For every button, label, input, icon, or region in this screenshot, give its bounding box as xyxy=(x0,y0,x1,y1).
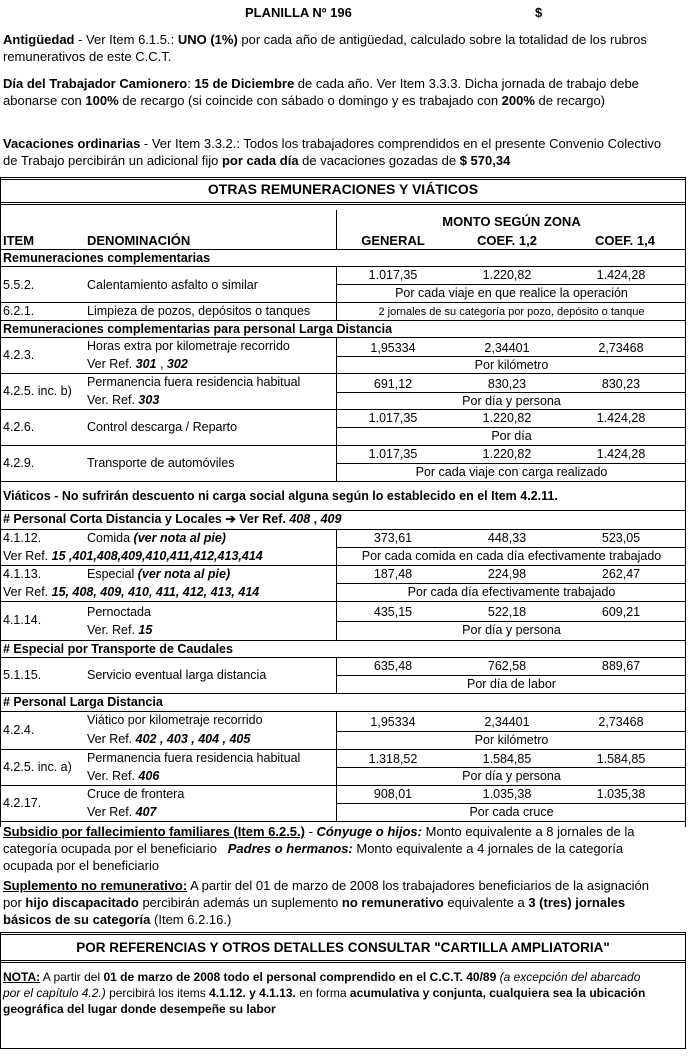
row-4114-denom: Pernoctada xyxy=(87,605,151,619)
ref-409: 409 xyxy=(320,512,342,526)
row-552-coef12: 1.220,82 xyxy=(482,268,532,282)
row-4112-ref xyxy=(3,547,263,565)
section-corta-distancia xyxy=(3,510,341,528)
row-424-coef14: 2,73468 xyxy=(598,715,644,729)
sec3-ref: Ver Ref. xyxy=(235,512,290,526)
row-425b-coef12: 830,23 xyxy=(487,377,527,391)
antiguedad-paragraph xyxy=(3,31,698,65)
monto-header: MONTO SEGÚN ZONA xyxy=(442,214,581,229)
ref-407: 407 xyxy=(135,805,157,819)
row-423-note: Por kilómetro xyxy=(474,358,549,372)
row-4114-note: Por día y persona xyxy=(462,623,561,637)
row-621-note: 2 jornales de su categoría por pozo, depósito o tanque xyxy=(378,306,645,318)
subsidio-l2b: Monto equivalente a 4 jornales de la categoría xyxy=(352,841,624,856)
referencias-banner: POR REFERENCIAS Y OTROS DETALLES CONSULTAR "CARTILLA AMPLIATORIA" xyxy=(76,940,610,955)
ref-prefix: Ver Ref. xyxy=(3,585,52,599)
row-423-denom: Horas extra por kilometraje recorrido xyxy=(87,339,290,353)
ref-prefix: Ver Ref. xyxy=(87,732,136,746)
row-552-general: 1.017,35 xyxy=(368,268,418,282)
row-4114-item: 4.1.14. xyxy=(3,613,42,627)
ref-prefix: Ver Ref. xyxy=(87,805,136,819)
row-4113-denom xyxy=(87,565,230,583)
subsidio-label: Subsidio por fallecimiento familiares (Item 6.2.5.) xyxy=(3,824,305,839)
subsidio-padres: Padres o hermanos: xyxy=(227,841,353,856)
col-item-header: ITEM xyxy=(3,233,35,248)
row-4112-denom xyxy=(87,529,226,547)
row-426-denom: Control descarga / Reparto xyxy=(87,420,238,434)
nota-l2a: por el capítulo 4.2.) xyxy=(3,986,106,1000)
suplemento-l2e: equivalente a xyxy=(443,895,529,910)
dia-label: Día del Trabajador Camionero xyxy=(3,76,188,91)
row-4112-coef14: 523,05 xyxy=(601,531,641,545)
row-552-denom: Calentamiento asfalto o similar xyxy=(87,278,258,292)
antiguedad-label: Antigüedad xyxy=(3,32,75,47)
ref-303: 303 xyxy=(138,393,160,407)
section-rem-complementarias: Remuneraciones complementarias xyxy=(3,251,211,265)
row-429-item: 4.2.9. xyxy=(3,456,35,470)
row-4114-coef12: 522,18 xyxy=(487,605,527,619)
suplemento-l3b: (Item 6.2.16.) xyxy=(150,912,232,927)
row-426-note: Por día xyxy=(491,429,532,443)
row-4113-item: 4.1.13. xyxy=(3,567,42,581)
antiguedad-text: - Ver Item 6.1.5.: xyxy=(74,32,178,47)
row-4113-coef12: 224,98 xyxy=(487,567,527,581)
denom-text: Comida xyxy=(87,531,134,545)
vac-l2b: por cada día xyxy=(221,153,299,168)
row-5115-item: 5.1.15. xyxy=(3,668,42,682)
row-552-coef14: 1.424,28 xyxy=(596,268,646,282)
arrow-right-icon: ➔ xyxy=(225,512,236,526)
ref-406: 406 xyxy=(138,769,160,783)
vac-text: - Ver Item 3.3.2.: Todos los trabajadores comprendidos en el presente Convenio Colectivo xyxy=(140,136,662,151)
vac-amount: $ 570,34 xyxy=(459,153,511,168)
row-5115-coef12: 762,58 xyxy=(487,659,527,673)
suplemento-l2a: por xyxy=(3,895,26,910)
dia-l2d: 200% xyxy=(501,93,535,108)
antiguedad-percent: UNO (1%) xyxy=(177,32,238,47)
dia-l2b: 100% xyxy=(85,93,119,108)
dia-date: 15 de Diciembre xyxy=(194,76,295,91)
row-425a-denom: Permanencia fuera residencia habitual xyxy=(87,751,301,765)
page-title: PLANILLA Nº 196 xyxy=(245,5,352,20)
section-caudales: # Especial por Transporte de Caudales xyxy=(3,642,233,656)
ref-list: 402 , 403 , 404 , 405 xyxy=(135,732,251,746)
antiguedad-line2: remunerativos de este C.C.T. xyxy=(3,49,172,64)
ref-prefix: Ver. Ref. xyxy=(87,623,139,637)
row-424-ref xyxy=(87,730,250,748)
row-425a-coef14: 1.584,85 xyxy=(596,752,646,766)
suplemento-l2d: no remunerativo xyxy=(341,895,444,910)
row-424-general: 1,95334 xyxy=(370,715,416,729)
row-426-coef14: 1.424,28 xyxy=(596,411,646,425)
row-4112-note: Por cada comida en cada día efectivamente trabajado xyxy=(361,549,662,563)
ref-prefix: Ver Ref. xyxy=(87,357,136,371)
row-424-note: Por kilómetro xyxy=(474,733,549,747)
suplemento-l3a: básicos de su categoría xyxy=(3,912,151,927)
nota-t1: A partir del xyxy=(40,970,104,984)
ref-15: 15 xyxy=(138,623,153,637)
row-423-item: 4.2.3. xyxy=(3,348,35,362)
row-425a-coef12: 1.584,85 xyxy=(482,752,532,766)
row-425a-ref xyxy=(87,767,159,785)
row-423-coef14: 2,73468 xyxy=(598,341,644,355)
row-4112-item: 4.1.12. xyxy=(3,531,42,545)
vac-l2c: de vacaciones gozadas de xyxy=(298,153,460,168)
col-denom-header: DENOMINACIÓN xyxy=(87,233,191,248)
row-4114-ref xyxy=(87,621,152,639)
row-423-coef12: 2,34401 xyxy=(484,341,530,355)
row-4113-note: Por cada día efectivamente trabajado xyxy=(407,585,616,599)
row-4114-coef14: 609,21 xyxy=(601,605,641,619)
row-429-coef14: 1.424,28 xyxy=(596,447,646,461)
nota-date: 01 de marzo de 2008 xyxy=(103,970,221,984)
table-title: OTRAS REMUNERACIONES Y VIÁTICOS xyxy=(207,181,479,197)
section-larga-distancia: Remuneraciones complementarias para personal Larga Distancia xyxy=(3,322,393,336)
subsidio-l3: ocupada por el beneficiario xyxy=(3,858,160,873)
vacaciones-paragraph xyxy=(3,135,698,169)
row-426-general: 1.017,35 xyxy=(368,411,418,425)
row-5115-general: 635,48 xyxy=(373,659,413,673)
denom-text: Especial xyxy=(87,567,138,581)
ref-prefix: Ver Ref. xyxy=(3,549,52,563)
dia-trabajador-paragraph xyxy=(3,75,698,109)
row-5115-note: Por día de labor xyxy=(467,677,556,691)
nota-l3: geográfica del lugar donde desempeñe su labor xyxy=(3,1002,276,1016)
nota-t3: todo el personal comprendido en el C.C.T. 40/89 xyxy=(220,970,497,984)
subsidio-l2a: categoría ocupada por el beneficiario xyxy=(3,841,228,856)
row-429-coef12: 1.220,82 xyxy=(482,447,532,461)
row-5115-denom: Servicio eventual larga distancia xyxy=(87,668,267,682)
row-423-general: 1,95334 xyxy=(370,341,416,355)
row-425b-coef14: 830,23 xyxy=(601,377,641,391)
nota-l2e: acumulativa y conjunta, cualquiera sea la ubicación xyxy=(349,986,646,1000)
subsidio-t1: - xyxy=(304,824,317,839)
ref-302: 302 xyxy=(166,357,188,371)
row-4217-ref xyxy=(87,803,157,821)
viaticos-header: Viáticos - No sufrirán descuento ni carga social alguna según lo establecido en el Item 4.2.11. xyxy=(3,489,558,503)
currency-symbol: $ xyxy=(535,5,543,20)
dia-l2e: de recargo) xyxy=(534,93,606,108)
row-426-coef12: 1.220,82 xyxy=(482,411,532,425)
row-424-item: 4.2.4. xyxy=(3,723,35,737)
row-4217-general: 908,01 xyxy=(373,787,413,801)
row-426-item: 4.2.6. xyxy=(3,420,35,434)
nota-label: NOTA: xyxy=(3,970,41,984)
row-425a-note: Por día y persona xyxy=(462,769,561,783)
col-general-header: GENERAL xyxy=(361,233,425,248)
row-425b-general: 691,12 xyxy=(373,377,413,391)
ref-list: 15 ,401,408,409,410,411,412,413,414 xyxy=(51,549,263,563)
dia-l2c: de recargo (si coincide con sábado o domingo y es trabajado con xyxy=(118,93,502,108)
ref-sep: , xyxy=(156,357,167,371)
denom-note: (ver nota al pie) xyxy=(133,531,226,545)
row-5115-coef14: 889,67 xyxy=(601,659,641,673)
nota-l2d: en forma xyxy=(295,986,350,1000)
subsidio-conyuge: Cónyuge o hijos: xyxy=(316,824,422,839)
suplemento-t1: A partir del 01 de marzo de 2008 los trabajadores beneficiarios de la asignación xyxy=(187,878,649,893)
row-429-general: 1.017,35 xyxy=(368,447,418,461)
row-4113-coef14: 262,47 xyxy=(601,567,641,581)
row-425b-denom: Permanencia fuera residencia habitual xyxy=(87,375,301,389)
vac-l2a: de Trabajo percibirán un adicional fijo xyxy=(3,153,222,168)
row-423-ref xyxy=(87,355,188,373)
dia-l2a: abonarse con xyxy=(3,93,86,108)
nota-t4: (a excepción del abarcado xyxy=(496,970,641,984)
nota-l2b: percibirá los items xyxy=(105,986,210,1000)
row-429-note: Por cada viaje con carga realizado xyxy=(415,465,608,479)
row-425a-item: 4.2.5. inc. a) xyxy=(3,760,72,774)
ref-prefix: Ver. Ref. xyxy=(87,393,139,407)
subsidio-paragraph xyxy=(3,823,693,874)
suplemento-l2b: hijo discapacitado xyxy=(25,895,139,910)
ref-408: 408 xyxy=(289,512,311,526)
row-4217-coef14: 1.035,38 xyxy=(596,787,646,801)
row-429-denom: Transporte de automóviles xyxy=(87,456,235,470)
antiguedad-text2: por cada año de antigüedad, calculado sobre la totalidad de los rubros xyxy=(237,32,647,47)
row-4112-general: 373,61 xyxy=(373,531,413,545)
row-4217-item: 4.2.17. xyxy=(3,796,42,810)
nota-items: 4.1.12. y 4.1.13. xyxy=(209,986,296,1000)
sec3-sep: , xyxy=(310,512,321,526)
row-4217-denom: Cruce de frontera xyxy=(87,787,185,801)
row-424-denom: Viático por kilometraje recorrido xyxy=(87,713,263,727)
row-425a-general: 1.318,52 xyxy=(368,752,418,766)
ref-prefix: Ver. Ref. xyxy=(87,769,139,783)
section-personal-larga: # Personal Larga Distancia xyxy=(3,695,163,709)
row-552-item: 5.5.2. xyxy=(3,278,35,292)
vac-label: Vacaciones ordinarias xyxy=(3,136,141,151)
row-425b-note: Por día y persona xyxy=(462,394,561,408)
nota-paragraph xyxy=(3,969,693,1017)
suplemento-label: Suplemento no remunerativo: xyxy=(3,878,188,893)
row-4113-ref xyxy=(3,583,259,601)
row-4217-coef12: 1.035,38 xyxy=(482,787,532,801)
row-552-note: Por cada viaje en que realice la operación xyxy=(395,286,628,300)
dia-text2: de cada año. Ver Item 3.3.3. Dicha jornada de trabajo debe xyxy=(294,76,639,91)
row-4114-general: 435,15 xyxy=(373,605,413,619)
suplemento-paragraph xyxy=(3,877,693,928)
row-425b-item: 4.2.5. inc. b) xyxy=(3,384,72,398)
col-coef14-header: COEF. 1,4 xyxy=(595,233,655,248)
ref-list: 15, 408, 409, 410, 411, 412, 413, 414 xyxy=(51,585,260,599)
row-4217-note: Por cada cruce xyxy=(469,805,554,819)
denom-note: (ver nota al pie) xyxy=(137,567,231,581)
subsidio-t2: Monto equivalente a 8 jornales de la xyxy=(422,824,635,839)
sec3-label: # Personal Corta Distancia y Locales xyxy=(3,512,226,526)
ref-301: 301 xyxy=(135,357,157,371)
col-coef12-header: COEF. 1,2 xyxy=(477,233,537,248)
suplemento-l2f: 3 (tres) jornales xyxy=(528,895,626,910)
row-621-item: 6.2.1. xyxy=(3,304,35,318)
row-425b-ref xyxy=(87,391,159,409)
row-424-coef12: 2,34401 xyxy=(484,715,530,729)
dia-text: : xyxy=(187,76,195,91)
row-4113-general: 187,48 xyxy=(373,567,413,581)
row-621-denom: Limpieza de pozos, depósitos o tanques xyxy=(87,304,311,318)
row-4112-coef12: 448,33 xyxy=(487,531,527,545)
suplemento-l2c: percibirán además un suplemento xyxy=(138,895,342,910)
